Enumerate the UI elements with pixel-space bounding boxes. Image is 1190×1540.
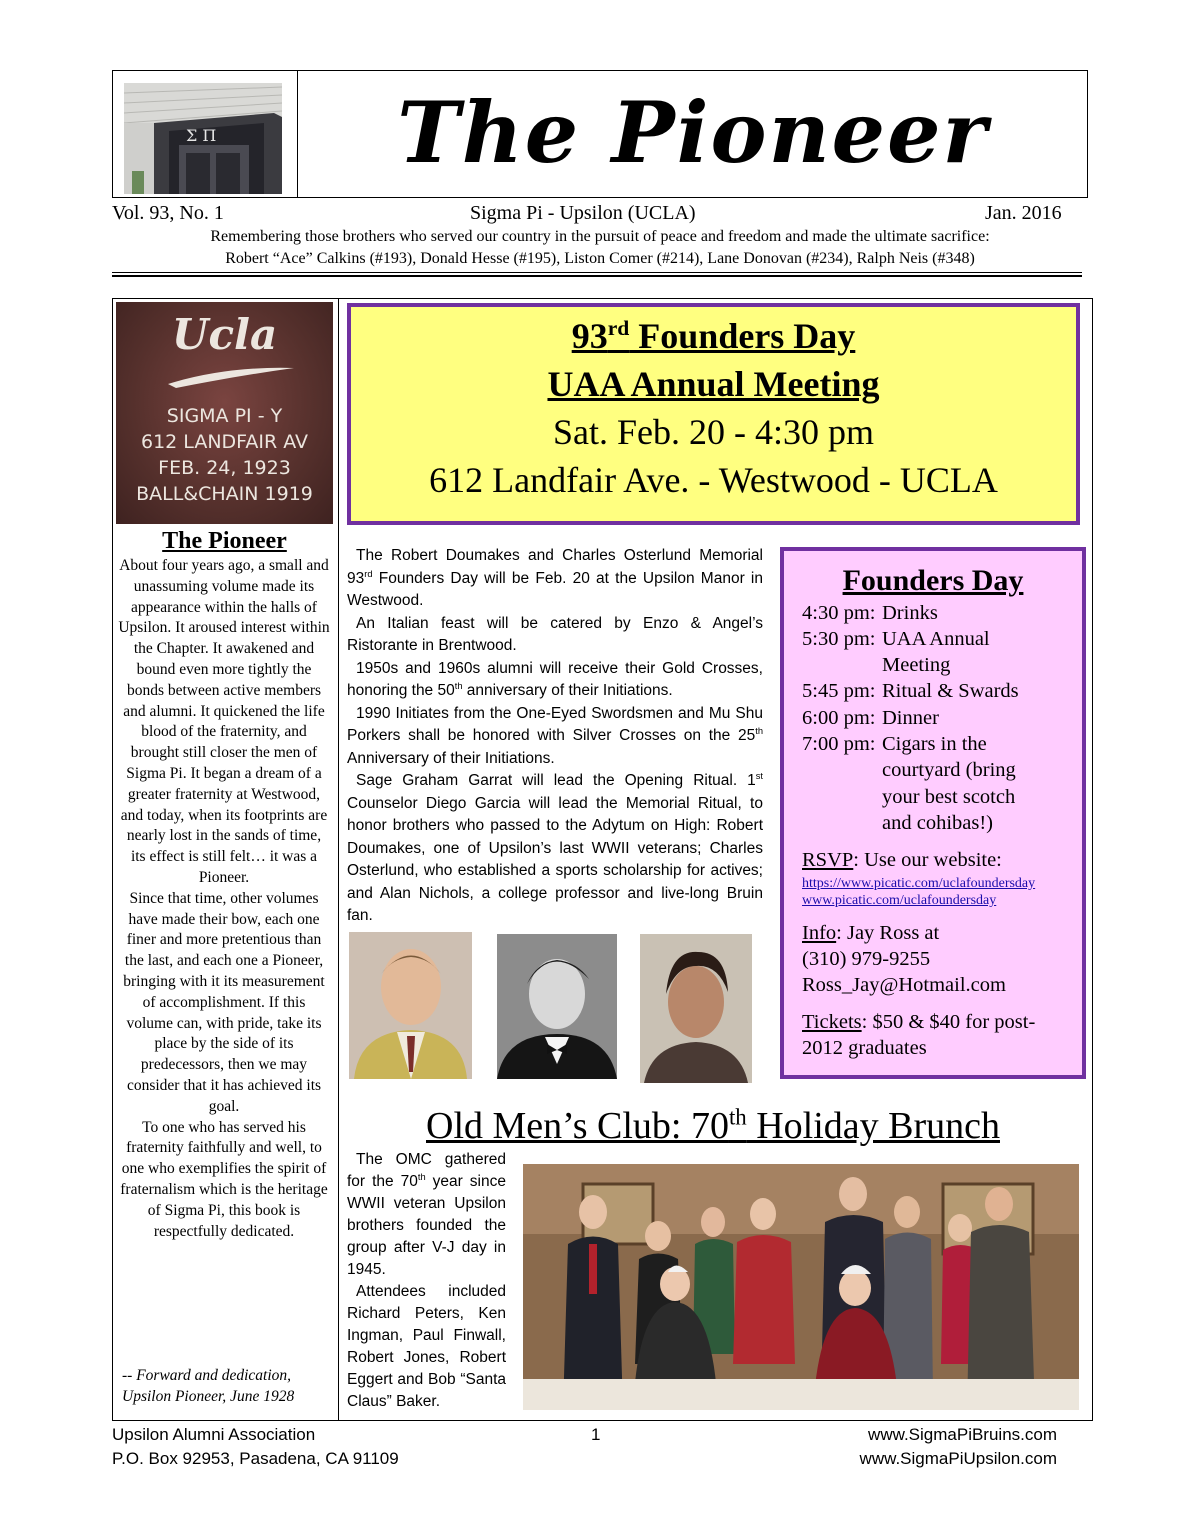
ucla-plaque-photo — [116, 302, 333, 524]
schedule-item: 4:30 pm: Drinks — [802, 602, 938, 624]
footer-site-2[interactable]: www.SigmaPiUpsilon.com — [859, 1449, 1057, 1468]
article-paragraph: The Robert Doumakes and Charles Osterlund Memorial 93rd Founders Day will be Feb. 20 at the Upsilon Manor in Westwood. — [347, 547, 763, 609]
schedule-item: 5:45 pm: Ritual & Swards — [802, 680, 1019, 702]
sidebar-paragraph: About four years ago, a small and unassuming volume made its appearance within the halls of Upsilon. It aroused interest within the Chapter. It awakened and bound even more tightly the bonds between active members and alumni. It quickened the life blood of the fraternity, and brought still closer the men of Sigma Pi. It began a dream of a greater fraternity at Westwood, and today, when its footprints are nearly lost in the sands of time, its effect is still felt… it was a Pioneer. — [118, 557, 330, 886]
schedule-item-cont: Meeting — [882, 654, 951, 676]
rsvp-line: RSVP: Use our website: — [802, 849, 1002, 871]
announcement-location: 612 Landfair Ave. - Westwood - UCLA — [429, 460, 998, 500]
omc-group-photo — [523, 1164, 1079, 1410]
announcement-title: 93rd Founders Day — [571, 316, 856, 356]
volume-number: Vol. 93, No. 1 — [112, 202, 224, 224]
info-line: Info: Jay Ross at — [802, 922, 940, 944]
article-paragraph: 1990 Initiates from the One-Eyed Swordsmen and Mu Shu Porkers shall be honored with Silver Crosses on the 25th Anniversary of their Initiations. — [347, 704, 763, 767]
plaque-line: FEB. 24, 1923 — [158, 457, 291, 479]
plaque-line: 612 LANDFAIR AV — [141, 431, 308, 453]
memorial-names: Robert “Ace” Calkins (#193), Donald Hesse (#195), Liston Comer (#214), Lane Donovan (#234), Ralph Neis (#348) — [225, 250, 975, 267]
attribution-line: -- Forward and dedication, — [122, 1367, 292, 1384]
article-paragraph: 1950s and 1960s alumni will receive their Gold Crosses, honoring the 50th anniversary of their Initiations. — [347, 659, 763, 699]
portrait-photo-2 — [497, 934, 617, 1079]
footer-address: P.O. Box 92953, Pasadena, CA 91109 — [112, 1449, 399, 1468]
page-number: 1 — [591, 1425, 601, 1444]
column-divider — [338, 298, 339, 1421]
chapter-name: Sigma Pi - Upsilon (UCLA) — [470, 202, 696, 224]
header-rule-bottom — [112, 275, 1082, 277]
portrait-photo-1 — [349, 932, 472, 1079]
omc-heading: Old Men’s Club: 70th Holiday Brunch — [426, 1104, 1000, 1147]
sidebar-paragraph: To one who has served his fraternity faithfully and well, to one who exemplifies the spirit of fraternalism which is the heritage of Sigma Pi, this book is respectfully dedicated. — [120, 1118, 328, 1240]
plaque-line: BALL&CHAIN 1919 — [136, 483, 313, 505]
schedule-item: 6:00 pm: Dinner — [802, 707, 939, 729]
announcement-subtitle: UAA Annual Meeting — [547, 364, 880, 404]
house-entrance-photo — [124, 83, 282, 194]
footer-site-1[interactable]: www.SigmaPiBruins.com — [868, 1425, 1057, 1444]
announcement-datetime: Sat. Feb. 20 - 4:30 pm — [553, 412, 874, 452]
article-paragraph: Sage Graham Garrat will lead the Opening Ritual. 1st Counselor Diego Garcia will lead the Memorial Ritual, to honor brothers who passed to the Adytum on High: Robert Doumakes, one of Upsilon’s last WWII veterans; Charles Osterlund, who established a sports scholarship for actives; and Alan Nichols, a college professor and live-long Bruin fan. — [347, 770, 763, 924]
schedule-title: Founders Day — [842, 564, 1024, 597]
rsvp-link-short[interactable]: www.picatic.com/uclafoundersday — [802, 893, 997, 908]
newsletter-title: The Pioneer — [397, 83, 989, 182]
omc-paragraph: The OMC gathered for the 70th year since WWII veteran Upsilon brothers founded the group after V-J day in 1945. — [347, 1151, 506, 1278]
article-paragraph: An Italian feast will be catered by Enzo & Angel’s Ristorante in Brentwood. — [347, 614, 763, 654]
sidebar-paragraph: Since that time, other volumes have made their bow, each one finer and more pretentious than the last, and each one a Pioneer, bringing with it its measurement of accomplishment. If this volume can, with pride, take its place by the side of its predecessors, then we may consider that it has achieved its goal. — [123, 889, 325, 1115]
omc-paragraph: Attendees included Richard Peters, Ken Ingman, Paul Finwall, Robert Jones, Robert Eggert and Bob “Santa Claus” Baker. — [347, 1283, 506, 1410]
schedule-item-cont: courtyard (bring — [882, 759, 1016, 781]
portrait-photo-3 — [640, 934, 752, 1083]
plaque-logo: Ucla — [171, 310, 278, 359]
sidebar-dedication — [118, 556, 330, 1242]
rsvp-link[interactable]: https://www.picatic.com/uclafoundersday — [802, 876, 1036, 891]
info-email[interactable]: Ross_Jay@Hotmail.com — [802, 974, 1006, 996]
schedule-item-cont: and cohibas!) — [882, 812, 993, 834]
info-phone: (310) 979-9255 — [802, 948, 931, 970]
tickets-line: Tickets: $50 & $40 for post- — [802, 1011, 1036, 1033]
tickets-line-cont: 2012 graduates — [802, 1037, 927, 1059]
memorial-line: Remembering those brothers who served our country in the pursuit of peace and freedom and made the ultimate sacrifice: — [210, 228, 990, 245]
schedule-item: 7:00 pm: Cigars in the — [802, 733, 987, 755]
svg-text:Σ Π: Σ Π — [186, 126, 217, 145]
founders-day-article — [347, 545, 763, 928]
footer-org: Upsilon Alumni Association — [112, 1425, 316, 1444]
schedule-item: 5:30 pm: UAA Annual — [802, 628, 990, 650]
header-rule-top — [112, 272, 1082, 273]
plaque-swoosh-icon — [166, 362, 296, 390]
schedule-item-cont: your best scotch — [882, 786, 1016, 808]
issue-date: Jan. 2016 — [985, 202, 1062, 224]
sidebar-heading: The Pioneer — [162, 528, 287, 554]
omc-article — [347, 1149, 506, 1413]
plaque-line: SIGMA PI - Y — [166, 405, 283, 427]
attribution-source: Upsilon Pioneer, June 1928 — [122, 1387, 295, 1405]
sidebar-attribution — [122, 1366, 334, 1408]
